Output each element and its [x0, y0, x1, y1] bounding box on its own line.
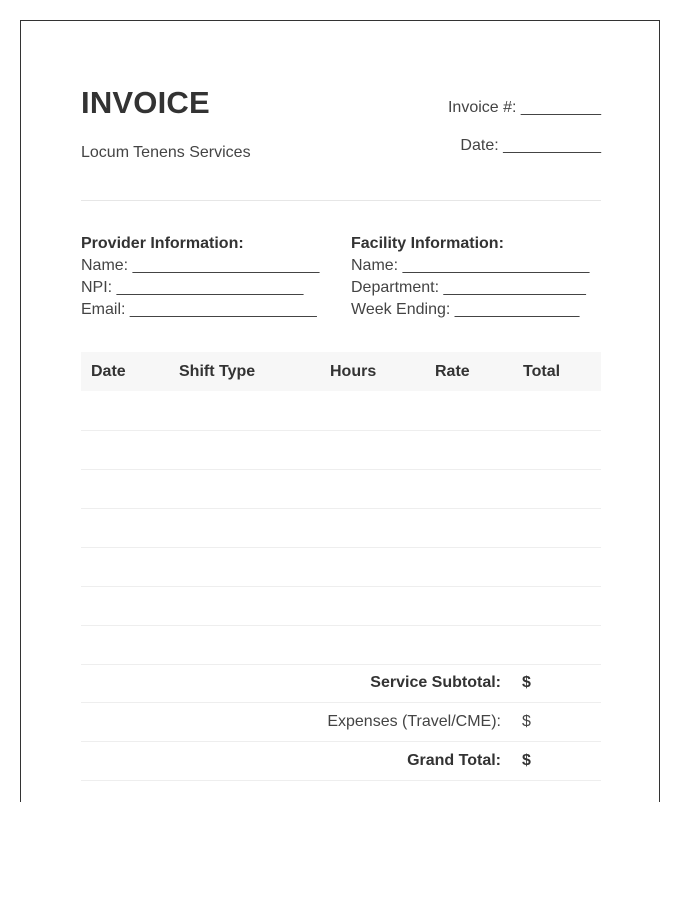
table-cell	[513, 547, 601, 586]
line-items-table	[81, 352, 601, 665]
subtotal-row	[81, 664, 601, 703]
table-cell	[425, 547, 513, 586]
grand-total-value: $	[522, 752, 531, 769]
provider-npi-field: NPI: _____________________	[81, 279, 304, 296]
table-cell	[513, 508, 601, 547]
facility-name-field: Name: _____________________	[351, 257, 590, 274]
grand-total-label: Grand Total:	[407, 752, 501, 769]
table-cell	[513, 586, 601, 625]
table-cell	[81, 430, 169, 469]
table-row	[81, 391, 601, 430]
table-cell	[169, 625, 320, 664]
table-cell	[320, 508, 425, 547]
table-header-row	[81, 352, 601, 391]
table-cell	[81, 508, 169, 547]
table-cell	[425, 391, 513, 430]
table-cell	[169, 508, 320, 547]
table-cell	[81, 586, 169, 625]
expenses-label: Expenses (Travel/CME):	[327, 713, 501, 730]
table-cell	[513, 430, 601, 469]
table-cell	[169, 430, 320, 469]
table-cell	[169, 547, 320, 586]
invoice-subtitle: Locum Tenens Services	[81, 144, 251, 161]
invoice-page	[20, 20, 660, 802]
table-cell	[320, 391, 425, 430]
table-cell	[320, 430, 425, 469]
table-cell	[513, 625, 601, 664]
table-cell	[513, 391, 601, 430]
column-header-shift-type: Shift Type	[169, 352, 320, 391]
table-cell	[513, 469, 601, 508]
table-cell	[320, 586, 425, 625]
table-row	[81, 430, 601, 469]
totals-section	[81, 664, 601, 781]
header-divider	[81, 200, 601, 201]
invoice-title: INVOICE	[81, 85, 210, 120]
table-cell	[320, 547, 425, 586]
table-cell	[425, 430, 513, 469]
table-cell	[169, 391, 320, 430]
table-row	[81, 547, 601, 586]
table-cell	[169, 469, 320, 508]
expenses-value: $	[522, 713, 531, 730]
column-header-hours: Hours	[320, 352, 425, 391]
facility-week-ending-field: Week Ending: ______________	[351, 301, 580, 318]
table-cell	[81, 625, 169, 664]
expenses-row	[81, 703, 601, 742]
column-header-date: Date	[81, 352, 169, 391]
invoice-date-field: Date: ___________	[460, 137, 601, 154]
table-cell	[169, 586, 320, 625]
table-cell	[81, 391, 169, 430]
provider-name-field: Name: _____________________	[81, 257, 320, 274]
facility-department-field: Department: ________________	[351, 279, 586, 296]
table-row	[81, 625, 601, 664]
provider-info-section	[81, 233, 341, 321]
table-row	[81, 508, 601, 547]
subtotal-label: Service Subtotal:	[370, 674, 501, 691]
table-cell	[320, 469, 425, 508]
table-row	[81, 469, 601, 508]
table-cell	[425, 508, 513, 547]
provider-email-field: Email: _____________________	[81, 301, 317, 318]
table-cell	[425, 586, 513, 625]
table-cell	[425, 625, 513, 664]
invoice-number-field: Invoice #: _________	[447, 99, 601, 116]
facility-info-section	[351, 233, 611, 321]
column-header-total: Total	[513, 352, 601, 391]
provider-info-heading: Provider Information:	[81, 235, 244, 252]
column-header-rate: Rate	[425, 352, 513, 391]
facility-info-heading: Facility Information:	[351, 235, 504, 252]
table-cell	[425, 469, 513, 508]
table-row	[81, 586, 601, 625]
subtotal-value: $	[522, 674, 531, 691]
grand-total-row	[81, 742, 601, 781]
table-cell	[81, 469, 169, 508]
table-cell	[81, 547, 169, 586]
table-cell	[320, 625, 425, 664]
